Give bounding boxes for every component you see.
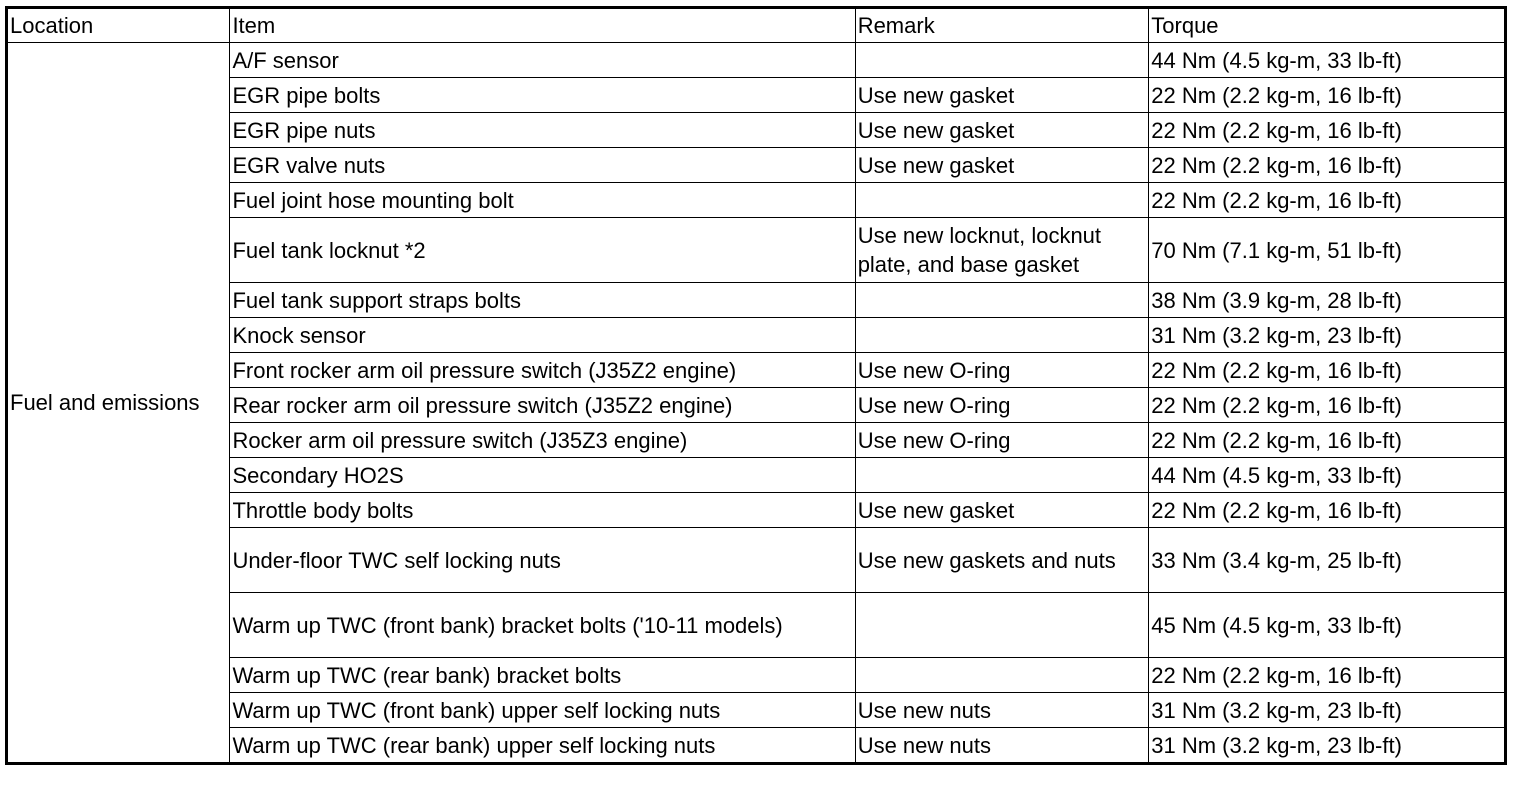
remark-cell: Use new nuts <box>855 728 1149 764</box>
header-remark: Remark <box>855 8 1149 43</box>
item-cell: Throttle body bolts <box>230 493 855 528</box>
table-row <box>7 728 1506 764</box>
table-row <box>7 458 1506 493</box>
table-row <box>7 493 1506 528</box>
torque-cell: 38 Nm (3.9 kg-m, 28 lb-ft) <box>1149 283 1506 318</box>
table-row <box>7 183 1506 218</box>
remark-cell <box>855 318 1149 353</box>
torque-cell: 22 Nm (2.2 kg-m, 16 lb-ft) <box>1149 658 1506 693</box>
item-cell: EGR valve nuts <box>230 148 855 183</box>
torque-spec-table <box>5 6 1507 765</box>
table-row <box>7 693 1506 728</box>
torque-cell: 22 Nm (2.2 kg-m, 16 lb-ft) <box>1149 388 1506 423</box>
remark-cell <box>855 458 1149 493</box>
torque-cell: 22 Nm (2.2 kg-m, 16 lb-ft) <box>1149 148 1506 183</box>
table-row <box>7 113 1506 148</box>
table-row <box>7 423 1506 458</box>
table-body <box>7 43 1506 764</box>
table-row <box>7 43 1506 78</box>
item-cell: Warm up TWC (rear bank) bracket bolts <box>230 658 855 693</box>
torque-cell: 33 Nm (3.4 kg-m, 25 lb-ft) <box>1149 528 1506 593</box>
item-cell: A/F sensor <box>230 43 855 78</box>
item-cell: Knock sensor <box>230 318 855 353</box>
remark-cell <box>855 593 1149 658</box>
remark-cell: Use new nuts <box>855 693 1149 728</box>
table-row <box>7 528 1506 593</box>
torque-spec-sheet <box>5 6 1507 765</box>
remark-cell: Use new gasket <box>855 148 1149 183</box>
torque-cell: 31 Nm (3.2 kg-m, 23 lb-ft) <box>1149 728 1506 764</box>
remark-cell <box>855 183 1149 218</box>
remark-cell: Use new gasket <box>855 493 1149 528</box>
remark-cell: Use new O-ring <box>855 353 1149 388</box>
item-cell: Warm up TWC (rear bank) upper self locking nuts <box>230 728 855 764</box>
torque-cell: 22 Nm (2.2 kg-m, 16 lb-ft) <box>1149 113 1506 148</box>
torque-cell: 22 Nm (2.2 kg-m, 16 lb-ft) <box>1149 353 1506 388</box>
table-row <box>7 388 1506 423</box>
table-row <box>7 353 1506 388</box>
torque-cell: 45 Nm (4.5 kg-m, 33 lb-ft) <box>1149 593 1506 658</box>
remark-cell <box>855 283 1149 318</box>
item-cell: Front rocker arm oil pressure switch (J35Z2 engine) <box>230 353 855 388</box>
item-cell: Secondary HO2S <box>230 458 855 493</box>
item-cell: Rocker arm oil pressure switch (J35Z3 engine) <box>230 423 855 458</box>
header-torque: Torque <box>1149 8 1506 43</box>
table-row <box>7 283 1506 318</box>
torque-cell: 31 Nm (3.2 kg-m, 23 lb-ft) <box>1149 318 1506 353</box>
torque-cell: 22 Nm (2.2 kg-m, 16 lb-ft) <box>1149 78 1506 113</box>
table-row <box>7 78 1506 113</box>
table-row <box>7 658 1506 693</box>
header-location: Location <box>7 8 230 43</box>
torque-cell: 44 Nm (4.5 kg-m, 33 lb-ft) <box>1149 458 1506 493</box>
location-cell: Fuel and emissions <box>7 43 230 764</box>
table-row <box>7 593 1506 658</box>
remark-cell: Use new locknut, locknut plate, and base gasket <box>855 218 1149 283</box>
header-item: Item <box>230 8 855 43</box>
table-row <box>7 218 1506 283</box>
table-header <box>7 8 1506 43</box>
item-cell: Warm up TWC (front bank) upper self locking nuts <box>230 693 855 728</box>
item-cell: Fuel tank locknut *2 <box>230 218 855 283</box>
item-cell: Under-floor TWC self locking nuts <box>230 528 855 593</box>
item-cell: Fuel joint hose mounting bolt <box>230 183 855 218</box>
torque-cell: 22 Nm (2.2 kg-m, 16 lb-ft) <box>1149 423 1506 458</box>
remark-cell <box>855 658 1149 693</box>
remark-cell: Use new O-ring <box>855 388 1149 423</box>
torque-cell: 70 Nm (7.1 kg-m, 51 lb-ft) <box>1149 218 1506 283</box>
table-row <box>7 318 1506 353</box>
header-row <box>7 8 1506 43</box>
item-cell: EGR pipe nuts <box>230 113 855 148</box>
remark-cell: Use new gaskets and nuts <box>855 528 1149 593</box>
torque-cell: 22 Nm (2.2 kg-m, 16 lb-ft) <box>1149 183 1506 218</box>
remark-cell <box>855 43 1149 78</box>
remark-cell: Use new gasket <box>855 78 1149 113</box>
item-cell: Fuel tank support straps bolts <box>230 283 855 318</box>
torque-cell: 44 Nm (4.5 kg-m, 33 lb-ft) <box>1149 43 1506 78</box>
torque-cell: 31 Nm (3.2 kg-m, 23 lb-ft) <box>1149 693 1506 728</box>
item-cell: Rear rocker arm oil pressure switch (J35Z2 engine) <box>230 388 855 423</box>
table-row <box>7 148 1506 183</box>
torque-cell: 22 Nm (2.2 kg-m, 16 lb-ft) <box>1149 493 1506 528</box>
remark-cell: Use new gasket <box>855 113 1149 148</box>
remark-cell: Use new O-ring <box>855 423 1149 458</box>
item-cell: EGR pipe bolts <box>230 78 855 113</box>
item-cell: Warm up TWC (front bank) bracket bolts ('10-11 models) <box>230 593 855 658</box>
